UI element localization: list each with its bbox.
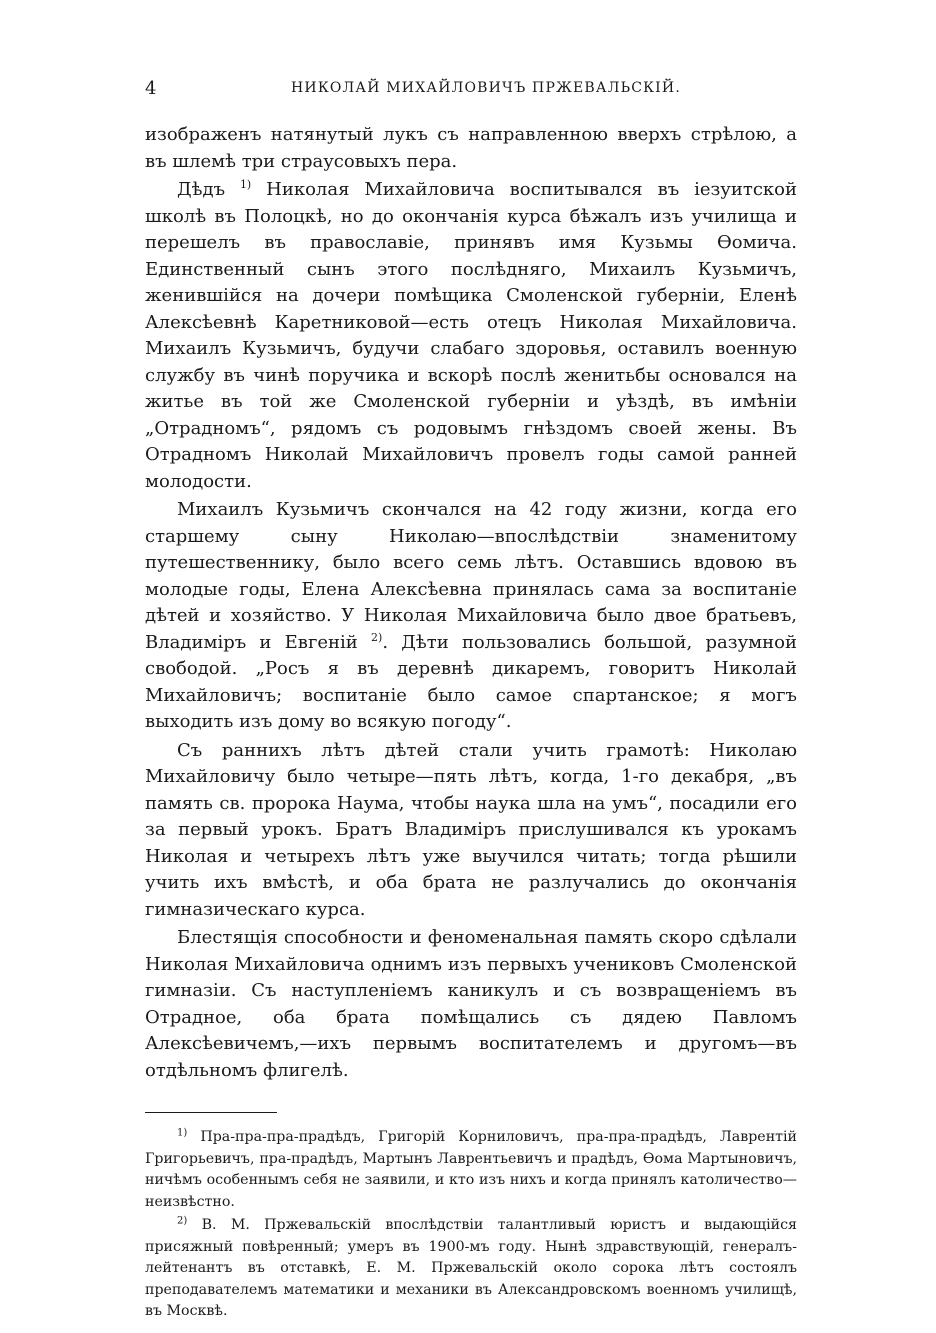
paragraph-text: Блестящія способности и феноменальная память скоро сдѣлали Николая Михайловича однимъ изъ первыхъ учениковъ Смоленской гимназіи. Съ наступленіемъ каникулъ и съ возвращеніемъ въ Отрадное, оба брата помѣщались съ дядею Павломъ Алексѣевичемъ,—ихъ первымъ воспитателемъ и другомъ—въ отдѣльномъ флигелѣ. xyxy=(145,927,797,1081)
footnote-reference[interactable]: 2) xyxy=(371,630,383,644)
main-text xyxy=(145,122,797,1084)
footnote xyxy=(145,1215,797,1323)
paragraph xyxy=(145,497,797,736)
footnote-divider xyxy=(145,1112,277,1113)
paragraph-text: изображенъ натянутый лукъ съ направленною вверхъ стрѣлою, а въ шлемѣ три страусовыхъ пера. xyxy=(145,124,797,172)
paragraph-text: Николая Михайловича воспитывался въ іезуитской школѣ въ Полоцкѣ, но до окончанія курса бѣжалъ изъ училища и перешелъ въ православіе, принявъ имя Кузьмы Ѳомича. Единственный сынъ этого послѣдняго, Михаилъ Кузьмичъ, женившійся на дочери помѣщика Смоленской губерніи, Еленѣ Алексѣевнѣ Каретниковой—есть отецъ Николая Михайловича. Михаилъ Кузьмичъ, будучи слабаго здоровья, оставилъ военную службу въ чинѣ поручика и вскорѣ послѣ женитьбы основался на житье въ той же Смоленской губерніи и уѣздѣ, въ имѣніи „Отрадномъ“, рядомъ съ родовымъ гнѣздомъ своей жены. Въ Отрадномъ Николай Михайловичъ провелъ годы самой ранней молодости. xyxy=(145,179,798,492)
footnote-text: Пра-пра-пра-прадѣдъ, Григорій Корниловичъ, пра-пра-прадѣдъ, Лаврентій Григорьевичъ, пра-прадѣдъ, Мартынъ Лаврентьевичъ и прадѣдъ, Ѳома Мартыновичъ, ничѣмъ особеннымъ себя не заявили, и кто изъ нихъ и когда принялъ католичество—неизвѣстно. xyxy=(145,1129,797,1210)
paragraph xyxy=(145,738,797,924)
book-page xyxy=(145,72,797,1323)
footnote xyxy=(145,1127,797,1213)
paragraph-text: Дѣдъ xyxy=(177,179,240,200)
footnotes xyxy=(145,1127,797,1323)
running-title: НИКОЛАЙ МИХАЙЛОВИЧЪ ПРЖЕВАЛЬСКІЙ. xyxy=(291,80,681,96)
footnote-text: В. М. Пржевальскій впослѣдствіи талантливый юристъ и выдающійся присяжный повѣренный; умеръ въ 1900-мъ году. Нынѣ здравствующій, генералъ-лейтенантъ въ отставкѣ, Е. М. Пржевальскій около сорока лѣтъ состоялъ преподавателемъ математики и механики въ Александровскомъ военномъ училищѣ, въ Москвѣ. xyxy=(145,1217,797,1319)
page-header xyxy=(145,72,797,106)
paragraph xyxy=(145,122,797,175)
paragraph-text: Съ раннихъ лѣтъ дѣтей стали учить грамотѣ: Николаю Михайловичу было четыре—пять лѣтъ, когда, 1-го декабря, „въ память св. пророка Наума, чтобы наука шла на умъ“, посадили его за первый урокъ. Братъ Владиміръ прислушивался къ урокамъ Николая и четырехъ лѣтъ уже выучился читать; тогда рѣшили учить ихъ вмѣстѣ, и оба брата не разлучались до окончанія гимназическаго курса. xyxy=(145,739,797,920)
footnote-marker: 2) xyxy=(177,1215,188,1227)
footnote-reference[interactable]: 1) xyxy=(239,178,252,191)
paragraph xyxy=(145,925,797,1084)
paragraph-text: . Дѣти пользовались большой, разумной свободой. „Росъ я въ деревнѣ дикаремъ, говоритъ Николай Михайловичъ; воспитаніе было самое спартанское; я могъ выходить изъ дому во всякую погоду“. xyxy=(145,631,797,732)
footnote-marker: 1) xyxy=(177,1127,188,1139)
paragraph xyxy=(145,177,797,495)
paragraph-text: Михаилъ Кузьмичъ скончался на 42 году жизни, когда его старшему сыну Николаю—впослѣдствіи знаменитому путешественнику, было всего семь лѣтъ. Оставшись вдовою въ молодые годы, Елена Алексѣевна принялась сама за воспитаніе дѣтей и хозяйство. У Николая Михайловича было двое братьевъ, Владиміръ и Евгеній xyxy=(145,499,797,653)
page-number: 4 xyxy=(145,78,158,99)
